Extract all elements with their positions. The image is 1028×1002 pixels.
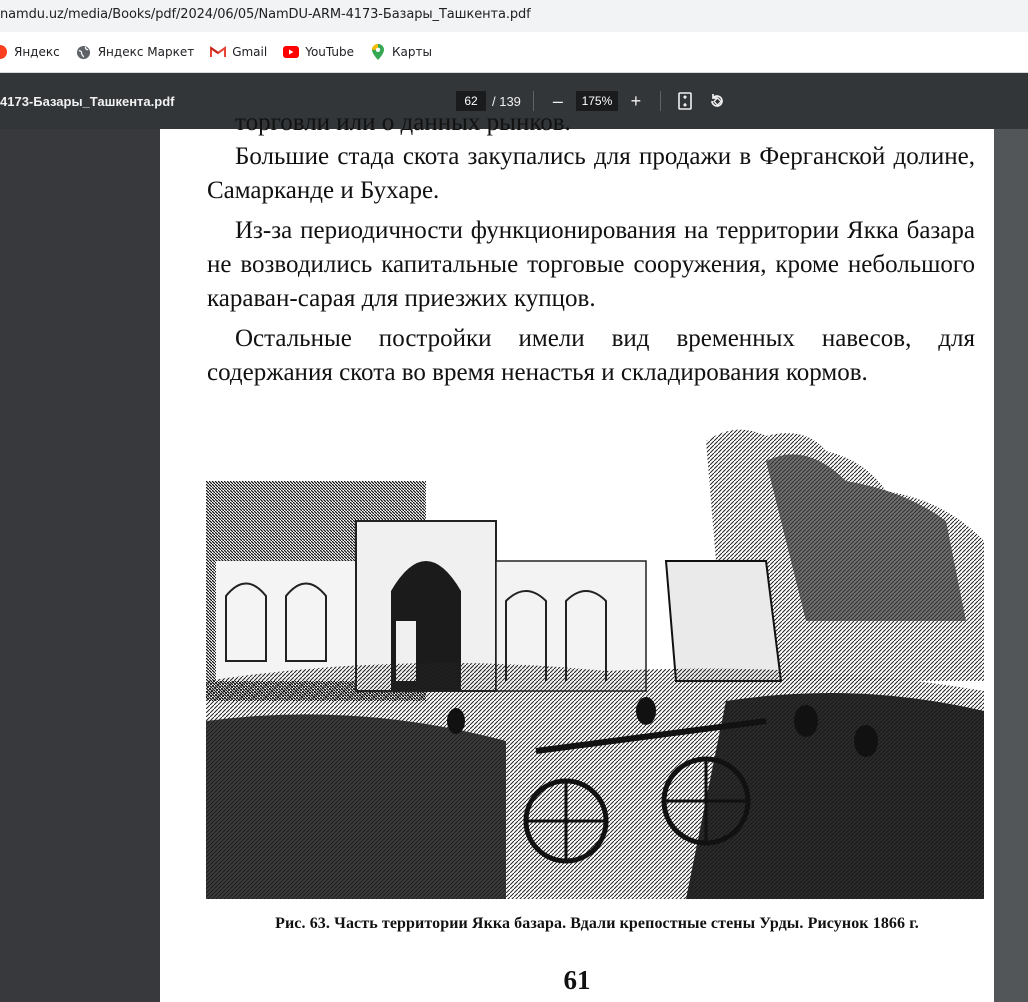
zoom-out-button[interactable]: – (552, 90, 563, 111)
pdf-page (160, 109, 994, 1002)
bookmark-label: Карты (392, 45, 432, 59)
bookmarks-bar (0, 32, 1028, 73)
zoom-level-input[interactable]: 175% (576, 91, 618, 111)
rotate-button[interactable] (705, 89, 729, 113)
rotate-icon (708, 92, 726, 110)
bookmark-youtube[interactable] (283, 44, 354, 60)
bookmark-yandex-market[interactable] (76, 44, 194, 60)
yandex-icon (0, 44, 8, 60)
page-number: 61 (563, 965, 591, 995)
url-text[interactable]: namdu.uz/media/Books/pdf/2024/06/05/NamDU-ARM-4173-Базары_Ташкента.pdf (0, 7, 531, 22)
viewer-left-gutter (0, 129, 160, 1002)
page-total: / 139 (492, 93, 521, 109)
bookmark-label: YouTube (305, 45, 354, 59)
bookmark-label: Яндекс (14, 45, 60, 59)
bookmark-label: Яндекс Маркет (97, 45, 195, 59)
address-bar[interactable] (0, 0, 1028, 32)
bookmark-label: Gmail (232, 45, 268, 59)
zoom-in-button[interactable]: + (630, 90, 642, 111)
cut-off-text-line: торговли или о данных рынков. (235, 109, 571, 136)
bookmark-yandex[interactable] (0, 44, 60, 60)
bazaar-engraving-image (206, 421, 984, 899)
divider (533, 91, 534, 111)
document-title: 4173-Базары_Ташкента.pdf (0, 93, 175, 109)
youtube-icon (283, 44, 299, 60)
bookmark-gmail[interactable] (210, 44, 267, 60)
gmail-icon (210, 44, 226, 60)
text-block (207, 140, 975, 396)
maps-pin-icon (370, 44, 386, 60)
figure-caption: Рис. 63. Часть территории Якка базара. Вдали крепостные стены Урды. Рисунок 1866 г. (275, 915, 919, 932)
globe-icon (76, 44, 92, 60)
paragraph: Остальные постройки имели вид временных навесов, для содержания скота во время ненастья и складирования кормов. (207, 325, 975, 386)
bookmark-maps[interactable] (370, 44, 432, 60)
fit-to-page-button[interactable] (673, 89, 697, 113)
pdf-viewer[interactable] (0, 109, 1028, 1002)
divider (660, 91, 661, 111)
paragraph: Большие стада скота закупались для продажи в Ферганской долине, Самарканде и Бухаре. (207, 143, 975, 204)
fit-page-icon (677, 92, 693, 110)
paragraph: Из-за периодичности функционирования на территории Якка базара не возводились капитальные торговые сооружения, кроме небольшого караван-сарая для приезжих купцов. (207, 217, 975, 312)
page-number-input[interactable]: 62 (456, 91, 486, 111)
